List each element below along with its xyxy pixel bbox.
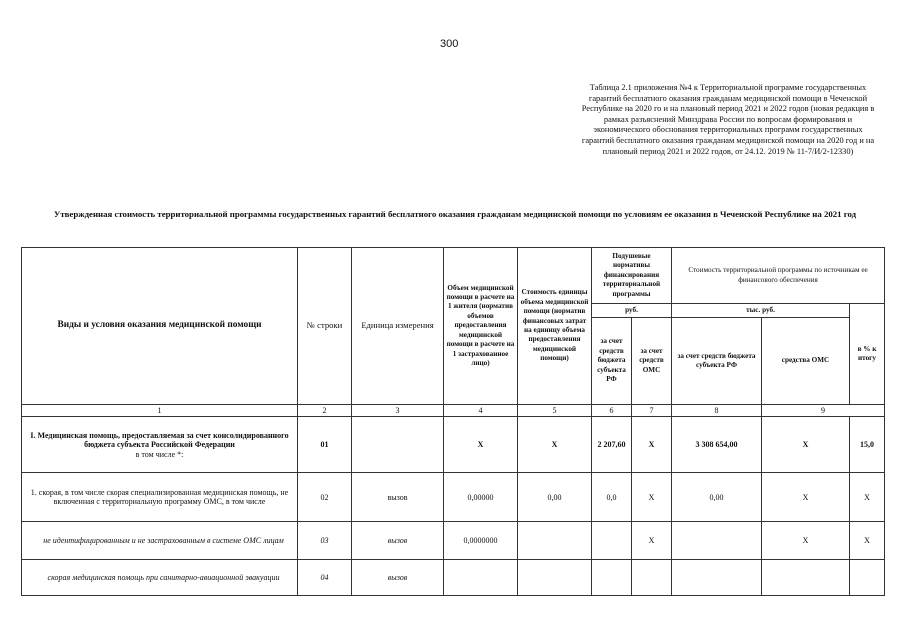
table-row — [22, 417, 885, 473]
row-percent — [850, 560, 885, 596]
table-row — [22, 473, 885, 522]
row-total-oms: X — [762, 522, 850, 560]
row-name: I. Медицинская помощь, предоставляемая за счет консолидированного бюджета субъекта Российской Федерации — [30, 430, 289, 450]
header-percent: в % к итогу — [850, 304, 885, 405]
row-total-oms: X — [762, 417, 850, 473]
row-total-oms: X — [762, 473, 850, 522]
row-total-oms — [762, 560, 850, 596]
column-number: 9 — [762, 405, 885, 417]
row-unit — [352, 417, 444, 473]
row-total-budget — [672, 560, 762, 596]
header-budget-rf-total: за счет средств бюджета субъекта РФ — [672, 318, 762, 405]
row-number: 04 — [298, 560, 352, 596]
row-name: скорая медицинская помощь при санитарно-авиационной эвакуации — [22, 560, 298, 596]
row-unit-cost — [518, 560, 592, 596]
header-unit: Единица измерения — [352, 248, 444, 405]
table-row — [22, 522, 885, 560]
row-oms: X — [632, 417, 672, 473]
row-number: 01 — [298, 417, 352, 473]
column-number: 7 — [632, 405, 672, 417]
row-volume: 0,00000 — [444, 473, 518, 522]
row-volume — [444, 560, 518, 596]
row-volume: 0,0000000 — [444, 522, 518, 560]
page-number: 300 — [440, 38, 459, 50]
header-volume: Объем медицинской помощи в расчете на 1 жителя (норматив объемов предоставления медицинской помощи в расчете на 1 застрахованное лицо) — [444, 248, 518, 405]
table-row — [22, 560, 885, 596]
row-total-budget — [672, 522, 762, 560]
column-number: 5 — [518, 405, 592, 417]
header-rub: руб. — [592, 304, 672, 318]
row-budget — [592, 522, 632, 560]
row-percent: X — [850, 522, 885, 560]
row-budget: 2 207,60 — [592, 417, 632, 473]
row-volume: X — [444, 417, 518, 473]
header-row-number: № строки — [298, 248, 352, 405]
column-number: 3 — [352, 405, 444, 417]
row-number: 02 — [298, 473, 352, 522]
row-oms: X — [632, 522, 672, 560]
header-per-capita: Подушевые нормативы финансирования территориальной программы — [592, 248, 672, 304]
row-total-budget: 3 308 654,00 — [672, 417, 762, 473]
column-number: 8 — [672, 405, 762, 417]
row-budget — [592, 560, 632, 596]
header-row-1 — [22, 248, 885, 304]
column-number: 1 — [22, 405, 298, 417]
row-oms — [632, 560, 672, 596]
row-number: 03 — [298, 522, 352, 560]
column-numbers-row — [22, 405, 885, 417]
cost-table — [21, 247, 885, 596]
row-name: 1. скорая, в том числе скорая специализированная медицинская помощь, не включенная с территориальную программу ОМС, в том числе — [22, 473, 298, 522]
header-oms-total: средства ОМС — [762, 318, 850, 405]
row-budget: 0,0 — [592, 473, 632, 522]
row-unit-cost — [518, 522, 592, 560]
header-oms-funds: за счет средств ОМС — [632, 318, 672, 405]
header-budget-rf: за счет средств бюджета субъекта РФ — [592, 318, 632, 405]
header-unit-cost: Стоимость единицы объема медицинской помощи (норматив финансовых затрат на единицу объема предоставления медицинской помощи) — [518, 248, 592, 405]
column-number: 6 — [592, 405, 632, 417]
row-percent: 15,0 — [850, 417, 885, 473]
row-name: не идентифицированным и не застрахованным в системе ОМС лицам — [22, 522, 298, 560]
row-name-cell — [22, 417, 298, 473]
column-number: 4 — [444, 405, 518, 417]
column-number: 2 — [298, 405, 352, 417]
header-thous-rub: тыс. руб. — [672, 304, 850, 318]
row-name-note: в том числе *: — [135, 449, 184, 459]
document-title: Утвержденная стоимость территориальной программы государственных гарантий бесплатного оказания гражданам медицинской помощи по условиям ее оказания в Чеченской Республике на 2021 год — [53, 209, 857, 219]
row-unit-cost: 0,00 — [518, 473, 592, 522]
row-total-budget: 0,00 — [672, 473, 762, 522]
row-unit: вызов — [352, 522, 444, 560]
header-types: Виды и условия оказания медицинской помощи — [22, 248, 298, 405]
row-unit: вызов — [352, 473, 444, 522]
row-oms: X — [632, 473, 672, 522]
row-unit-cost: X — [518, 417, 592, 473]
header-program-cost: Стоимость территориальной программы по источникам ее финансового обеспечения — [672, 248, 885, 304]
row-unit: вызов — [352, 560, 444, 596]
annex-reference: Таблица 2.1 приложения №4 к Территориальной программе государственных гарантий бесплатного оказания гражданам медицинской помощи в Чеченской Республике на 2020 го и на плановый период 2021 и 2022 годов (новая редакция в рамках разъяснений Минздрава России по вопросам формирования и экономического обоснования территориальных программ государственных гарантий бесплатного оказания гражданам медицинской помощи на 2020 год и на плановый период 2021 и 2022 годов, от 24.12. 2019 № 11-7/И/2-12330) — [581, 83, 875, 156]
row-percent: X — [850, 473, 885, 522]
